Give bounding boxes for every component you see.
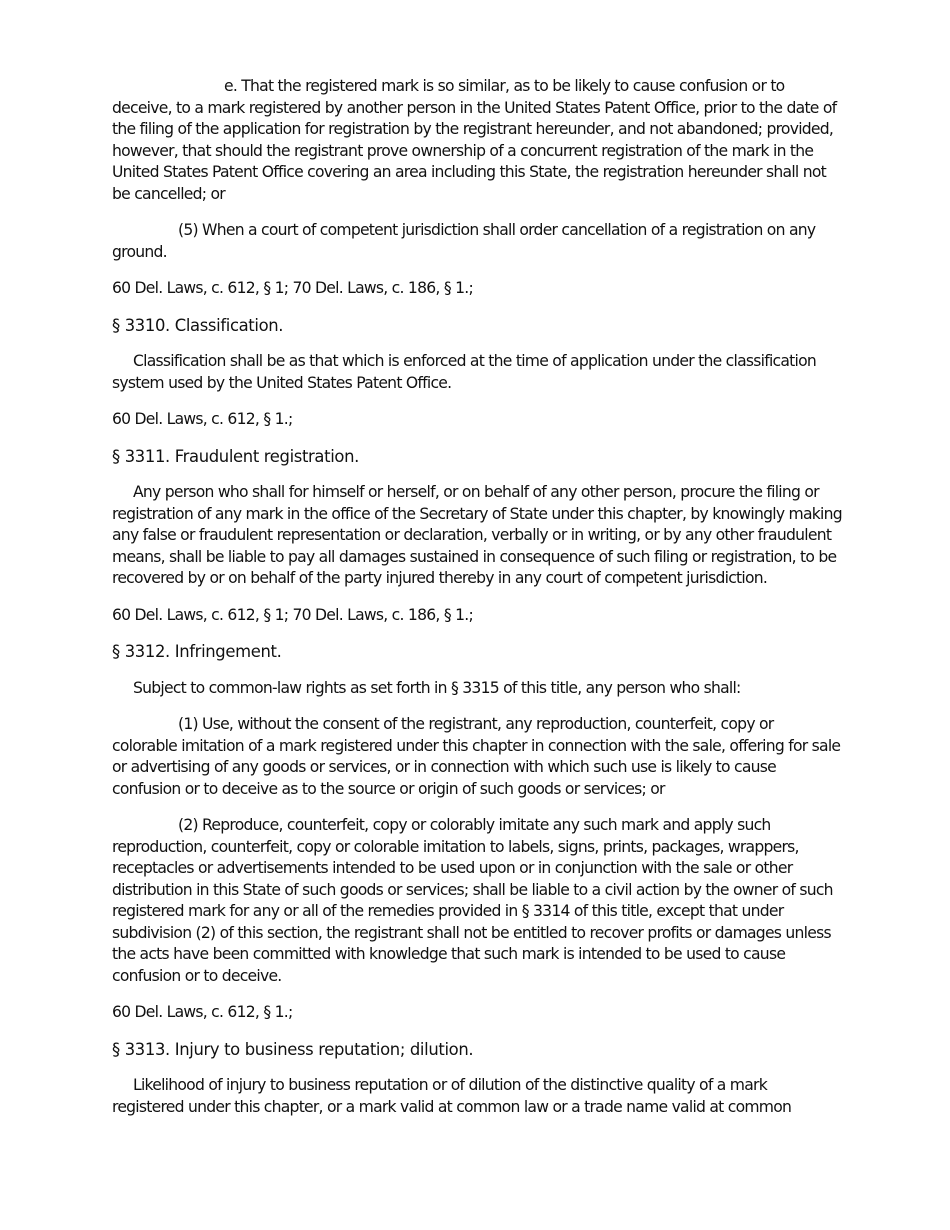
history-note: 60 Del. Laws, c. 612, § 1.;	[112, 1003, 293, 1021]
section-heading-3310: § 3310. Classification.	[112, 315, 284, 335]
subsection-1: (1) Use, without the consent of the registrant, any reproduction, counterfeit, copy or colorable imitation of a mark registered under this chapter in connection with the sale, offering for sale or advertising of any goods or services, or in connection with which such use is likely to cause confusion or to deceive as to the source or origin of such goods or services; or	[112, 715, 841, 798]
section-body-3311: Any person who shall for himself or herself, or on behalf of any other person, procure the filing or registration of any mark in the office of the Secretary of State under this chapter, by knowingly making any false or fraudulent representation or declaration, verbally or in writing, or by any other fraudulent means, shall be liable to pay all damages sustained in consequence of such filing or registration, to be recovered by or on behalf of the party injured thereby in any court of competent jurisdiction.	[112, 483, 842, 587]
section-body-3310: Classification shall be as that which is enforced at the time of application under the classification system used by the United States Patent Office.	[112, 352, 817, 392]
paragraph-5: (5) When a court of competent jurisdiction shall order cancellation of a registration on any ground.	[112, 221, 816, 261]
subsection-2: (2) Reproduce, counterfeit, copy or colorably imitate any such mark and apply such reproduction, counterfeit, copy or colorable imitation to labels, signs, prints, packages, wrappers, receptacles or advertisements intended to be used upon or in conjunction with the sale or other distribution in this State of such goods or services; shall be liable to a civil action by the owner of such registered mark for any or all of the remedies provided in § 3314 of this title, except that under subdivision (2) of this section, the registrant shall not be entitled to recover profits or damages unless the acts have been committed with knowledge that such mark is intended to be used to cause confusion or to deceive.	[112, 816, 833, 985]
history-note: 60 Del. Laws, c. 612, § 1; 70 Del. Laws, c. 186, § 1.;	[112, 605, 473, 624]
history-note: 60 Del. Laws, c. 612, § 1.;	[112, 410, 293, 428]
section-heading-3311: § 3311. Fraudulent registration.	[112, 446, 359, 466]
section-heading-3313: § 3313. Injury to business reputation; dilution.	[112, 1039, 474, 1059]
paragraph-e: e. That the registered mark is so similar, as to be likely to cause confusion or to deceive, to a mark registered by another person in the United States Patent Office, prior to the date of the filing of the application for registration by the registrant hereunder, and not abandoned; provided, however, that should the registrant prove ownership of a concurrent registration of the mark in the United States Patent Office covering an area including this State, the registration hereunder shall not be cancelled; or	[112, 77, 837, 203]
section-body-3312: Subject to common-law rights as set forth in § 3315 of this title, any person who shall:	[133, 678, 741, 697]
history-note: 60 Del. Laws, c. 612, § 1; 70 Del. Laws, c. 186, § 1.;	[112, 279, 473, 297]
section-heading-3312: § 3312. Infringement.	[112, 642, 282, 661]
document-page	[112, 76, 842, 1133]
section-body-3313: Likelihood of injury to business reputation or of dilution of the distinctive quality of a mark registered under this chapter, or a mark valid at common law or a trade name valid at common	[112, 1076, 792, 1116]
